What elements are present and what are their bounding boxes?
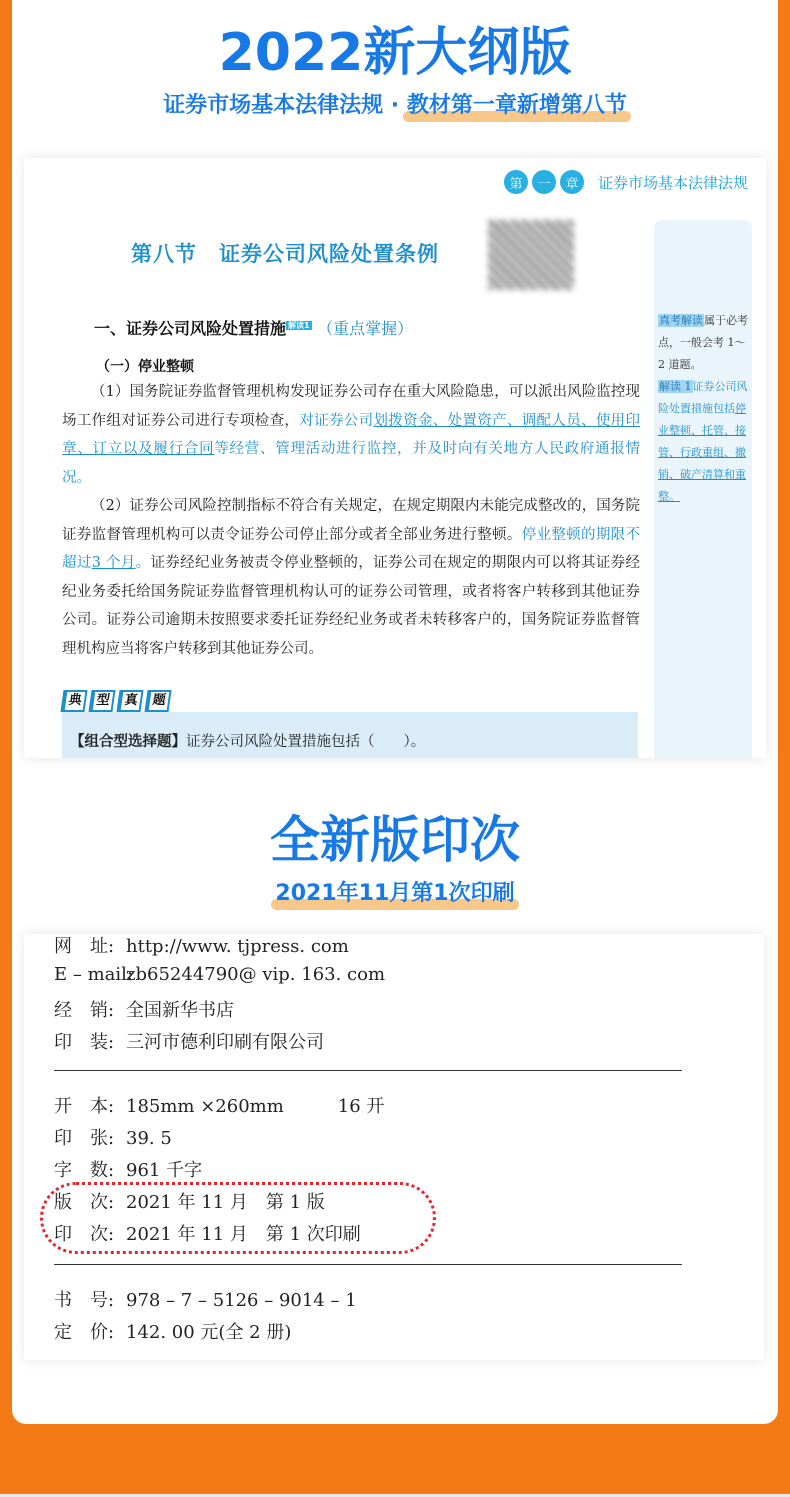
qr-code-image	[488, 220, 574, 290]
row-value: 全国新华书店	[126, 1000, 234, 1021]
row-value: 三河市德利印刷有限公司	[126, 1032, 324, 1053]
heading-1-text: 一、证券公司风险处置措施	[94, 319, 287, 338]
exam-question-text: 证券公司风险处置措施包括（ ）。	[186, 734, 426, 750]
para2-text-end: 证券经纪业务被责令停业整顿的，证券公司在规定的期限内可以将其证券经纪业务委托给国务院证券监督管理机构认可的证券公司管理，或者将客户转移到其他证券公司。证券公司逾期未按照要求委托证券经纪业务或者未转移客户的，国务院证券监督管理机构应当将客户转移到其他证券公司。	[62, 555, 641, 657]
chapter-name: 证券市场基本法律法规	[597, 173, 748, 192]
row-key: 字 数:	[54, 1160, 115, 1181]
divider	[54, 1070, 682, 1071]
para2-text: （2）证券公司风险控制指标不符合有关规定，在规定期限内未能完成整改的，国务院证券监督管理机构可以责令证券公司停止部分或者全部业务进行整顿。	[62, 498, 640, 543]
page-title: 2022新大纲版	[218, 23, 572, 83]
copyright-row	[54, 1028, 324, 1054]
para1-highlight: 对证券公司	[299, 412, 374, 429]
paragraph-1	[62, 378, 640, 492]
copyright-row	[54, 964, 385, 985]
copyright-row	[54, 1124, 172, 1150]
highlight-oval	[40, 1182, 436, 1254]
row-value: 39. 5	[126, 1128, 172, 1149]
copyright-row	[54, 1092, 384, 1118]
exam-type: 【组合型选择题】	[70, 734, 186, 750]
exam-title-char: 真	[116, 690, 143, 712]
row-key: 印 次:	[54, 1224, 115, 1245]
exam-title-char: 型	[88, 690, 115, 712]
textbook-excerpt	[24, 158, 766, 758]
chapter-char: 第	[504, 170, 528, 194]
row-key: 印 张:	[54, 1128, 115, 1149]
para2-period: 。	[135, 555, 151, 571]
side-tag: 真考解读	[659, 314, 703, 327]
row-key: 经 销:	[54, 1000, 115, 1021]
divider	[54, 1264, 682, 1265]
note-badge: 解读1	[288, 320, 310, 330]
side-text-1: 属于必考点，一般会考 1～2 道题。	[658, 314, 748, 371]
side-badge: 解读 1	[659, 380, 692, 393]
row-key: E – mail:	[54, 964, 133, 985]
subtitle-highlight: 教材第一章新增第八节	[407, 88, 627, 119]
row-value: 961 千字	[126, 1160, 203, 1181]
exam-question	[70, 730, 425, 751]
row-value: 978 – 7 – 5126 – 9014 – 1	[126, 1290, 357, 1311]
row-key: 网 址:	[54, 936, 115, 957]
section-title: 第八节 证券公司风险处置条例	[131, 241, 439, 266]
copyright-page	[24, 934, 764, 1360]
row-value: 185mm ×260mm 16 开	[126, 1096, 385, 1117]
row-value: 2021 年 11 月 第 1 版	[126, 1192, 325, 1213]
row-key: 开 本:	[54, 1096, 115, 1117]
para2-underline: 3 个月	[91, 555, 136, 571]
heading-1-note: （重点掌握）	[317, 319, 414, 338]
para1-underline: 划拨资金、处置资产、调配人员、使用印章、订立以及履行合同	[62, 412, 641, 457]
row-value: http://www. tjpress. com	[126, 936, 349, 957]
print-subtitle	[0, 876, 790, 907]
page-subtitle	[0, 88, 790, 119]
row-key: 定 价:	[54, 1322, 115, 1343]
row-key: 书 号:	[54, 1290, 115, 1311]
paragraph-2	[62, 492, 640, 663]
row-key: 印 装:	[54, 1032, 115, 1053]
exam-title-char: 典	[60, 690, 87, 712]
print-subtitle-highlight: 2021年11月第1次印刷	[275, 876, 514, 907]
sidebar-notes	[658, 310, 752, 508]
copyright-row	[54, 1318, 291, 1344]
para2-highlight: 停业整顿的期限不超过	[62, 526, 641, 571]
para1-text: （1）国务院证券监督管理机构发现证券公司存在重大风险隐患，可以派出风险监控现场工作组对证券公司进行专项检查，	[62, 384, 640, 429]
row-value: zb65244790@ vip. 163. com	[126, 964, 386, 985]
body-text	[62, 378, 640, 663]
chapter-char: 一	[532, 170, 556, 194]
chapter-char: 章	[560, 170, 584, 194]
copyright-row	[54, 932, 349, 958]
exam-title	[62, 690, 170, 712]
exam-title-char: 题	[144, 690, 171, 712]
side-text-3: 停业整顿、托管、接管、行政重组、撤销、破产清算和重整。	[658, 402, 746, 503]
row-value: 2021 年 11 月 第 1 次印刷	[126, 1224, 361, 1245]
subtitle-prefix: 证券市场基本法律法规 ·	[163, 93, 400, 118]
print-title: 全新版印次	[270, 811, 520, 869]
side-text-2: 证券公司风险处置措施包括	[658, 380, 748, 415]
copyright-row	[54, 1156, 202, 1182]
chapter-tag	[504, 170, 748, 194]
row-value: 142. 00 元(全 2 册)	[126, 1322, 292, 1343]
heading-1	[94, 316, 413, 339]
heading-2: （一）停业整顿	[96, 359, 194, 375]
copyright-row	[54, 1286, 357, 1312]
para1-highlight-end: 等经营、管理活动进行监控，并及时向有关地方人民政府通报情况。	[62, 441, 640, 486]
row-key: 版 次:	[54, 1192, 115, 1213]
copyright-row	[54, 996, 234, 1022]
